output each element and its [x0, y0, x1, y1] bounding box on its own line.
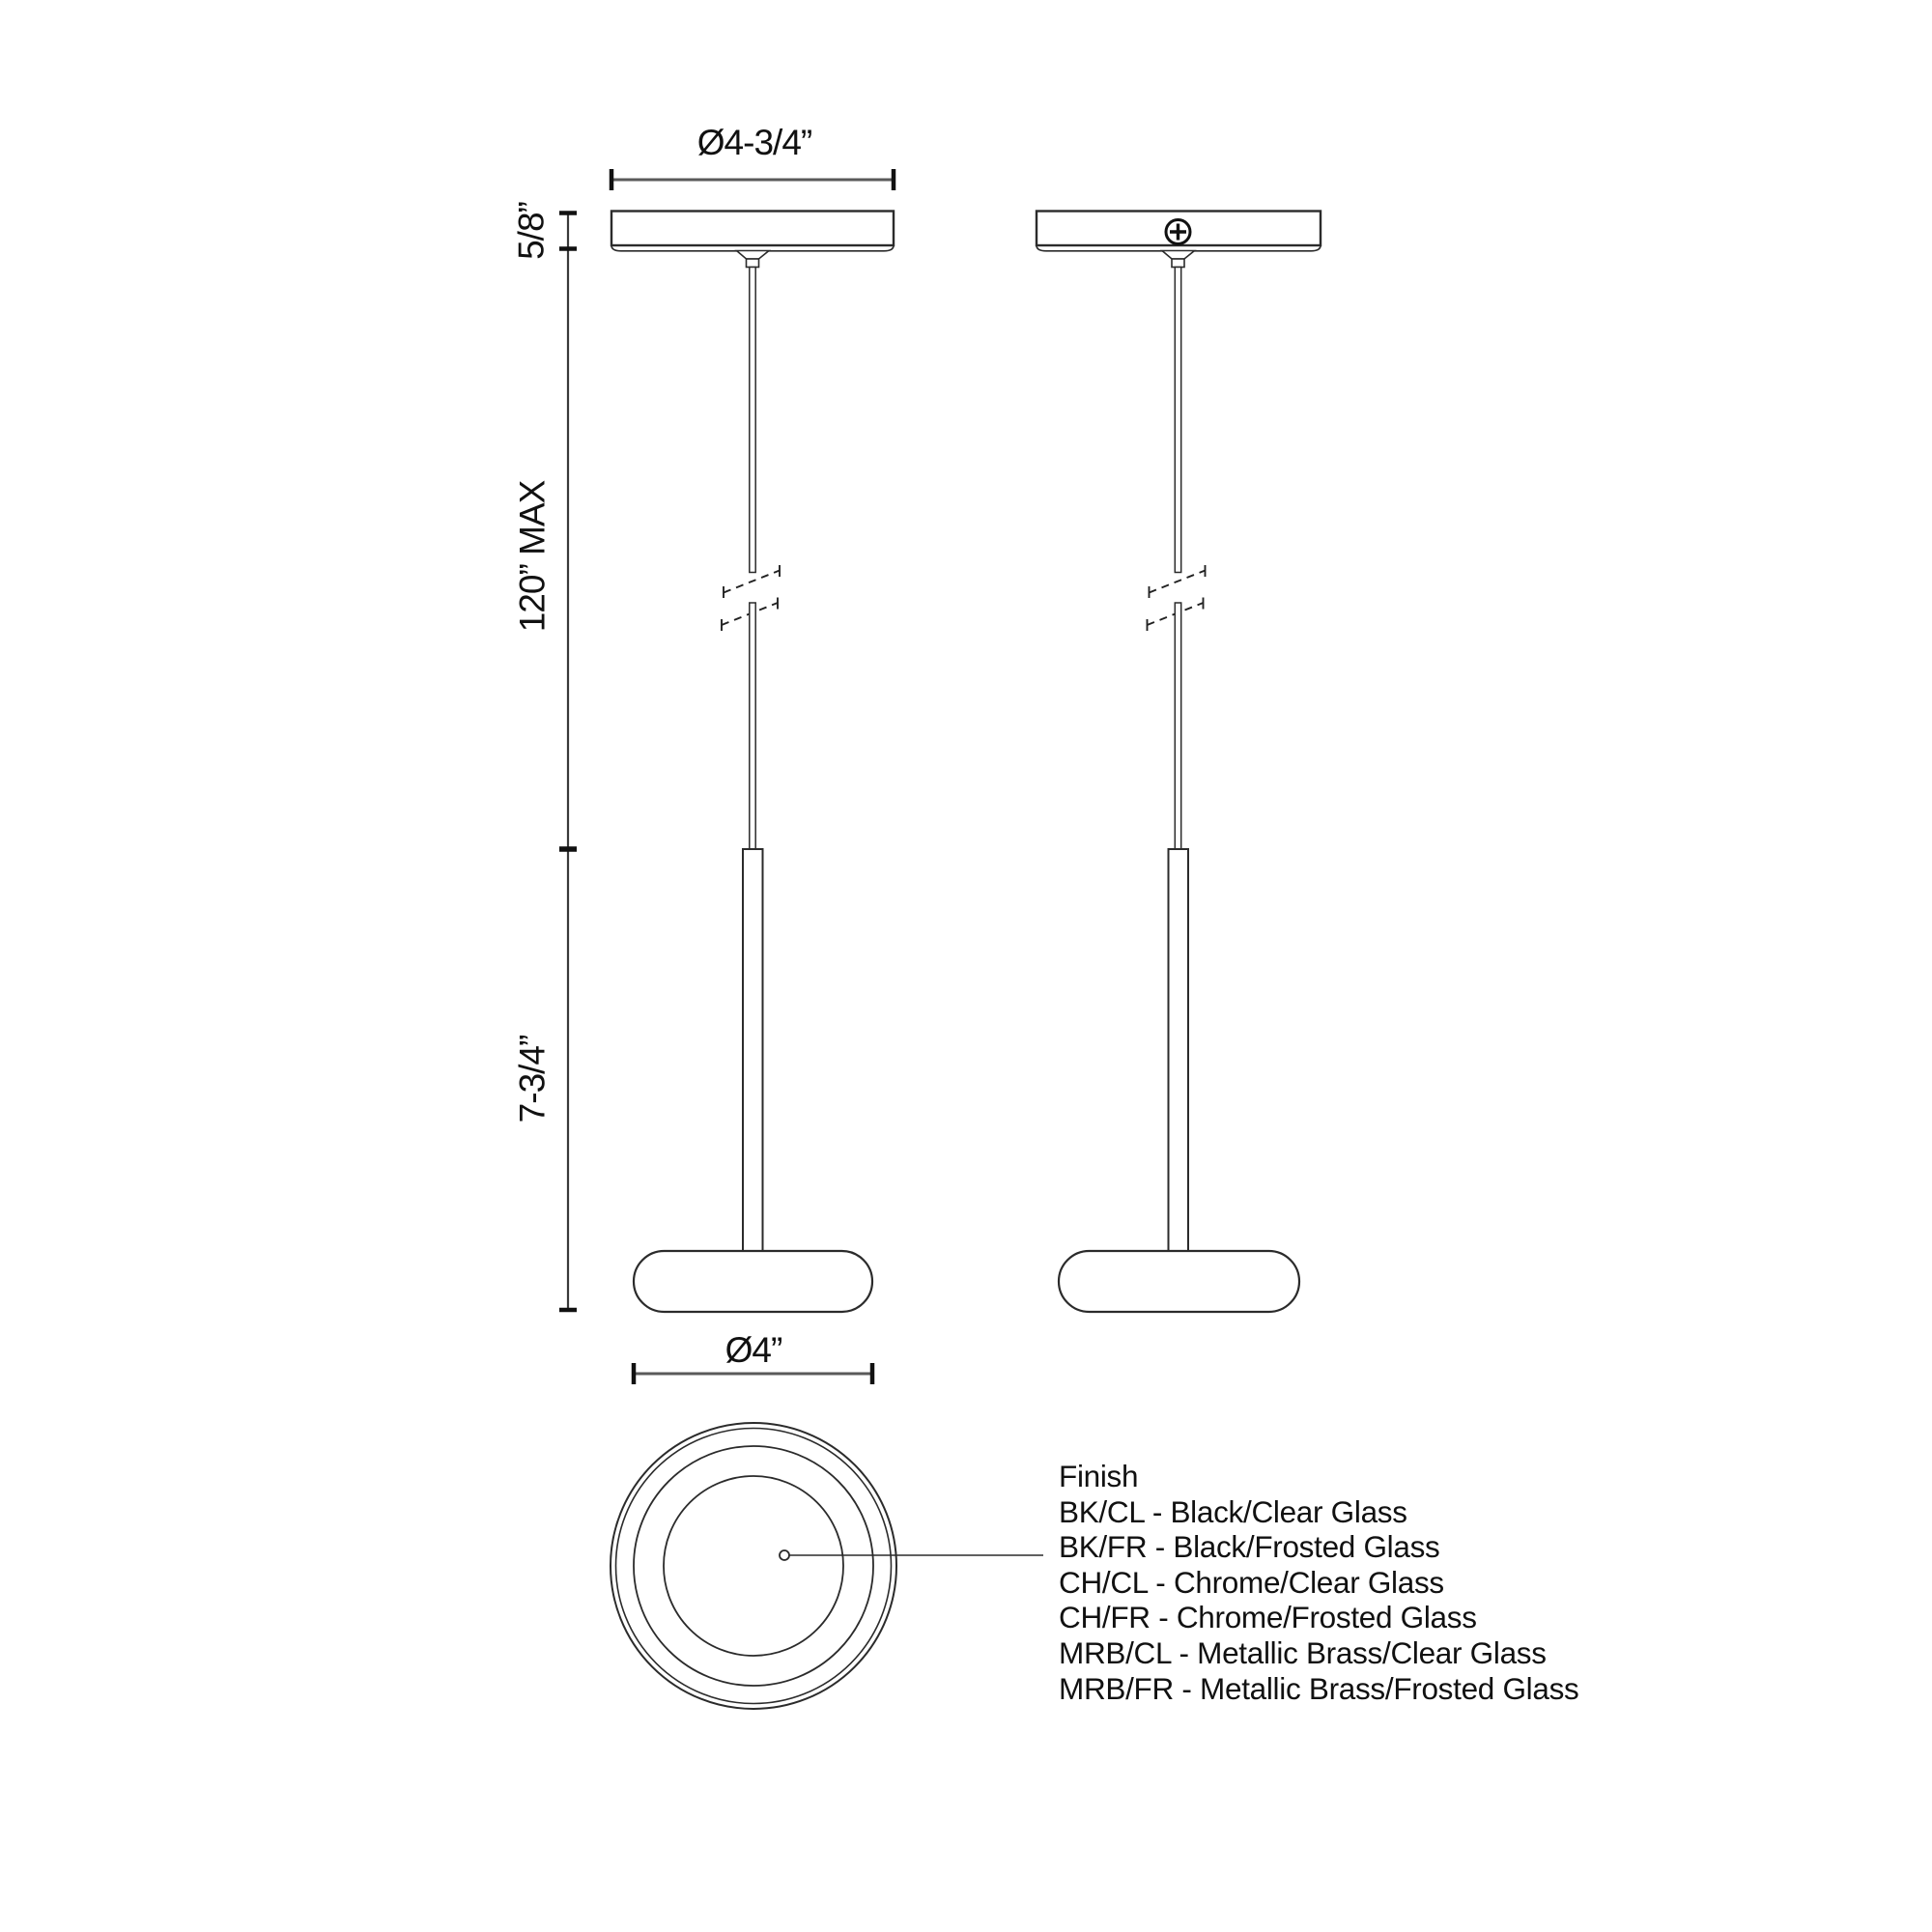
stem [1169, 849, 1189, 1252]
finish-legend [1059, 1459, 1579, 1706]
suspension-cable-upper [750, 268, 755, 573]
front-view [512, 123, 895, 1384]
leader-dot [780, 1550, 789, 1560]
suspension-cable-upper [1175, 268, 1180, 573]
screw-icon [1166, 220, 1190, 244]
glass-shade [1059, 1251, 1299, 1312]
canopy-diameter-label: Ø4-3/4” [696, 123, 812, 162]
suspension-cable-lower [1175, 603, 1180, 849]
shade-outer-rim-circle [611, 1423, 896, 1709]
vertical-dim-line [559, 212, 577, 1311]
fixture-height-label: 7-3/4” [512, 1035, 553, 1123]
cable-ferrule [737, 251, 770, 268]
finish-option: MRB/FR - Metallic Brass/Frosted Glass [1059, 1670, 1579, 1706]
cable-ferrule [1162, 251, 1195, 268]
finish-option: CH/FR - Chrome/Frosted Glass [1059, 1600, 1477, 1635]
stem [743, 849, 763, 1252]
suspension-cable-lower [750, 603, 755, 849]
finish-option: BK/CL - Black/Clear Glass [1059, 1493, 1407, 1529]
finish-option: MRB/CL - Metallic Brass/Clear Glass [1059, 1634, 1547, 1670]
canopy-height-label: 5/8” [511, 202, 552, 260]
max-suspension-label: 120” MAX [512, 480, 553, 633]
canopy-diameter-dim-line [611, 169, 894, 190]
glass-shade [634, 1251, 872, 1312]
side-view [1037, 212, 1321, 1313]
shade-mid-circle [634, 1446, 873, 1686]
canopy [611, 212, 894, 246]
shade-rim-inner-circle [616, 1429, 892, 1704]
bottom-view [611, 1423, 1043, 1709]
finish-legend-title: Finish [1059, 1459, 1139, 1493]
finish-option: CH/CL - Chrome/Clear Glass [1059, 1564, 1444, 1600]
finish-option: BK/FR - Black/Frosted Glass [1059, 1529, 1440, 1565]
shade-diameter-label: Ø4” [724, 1330, 782, 1370]
shade-inner-circle [664, 1476, 843, 1656]
